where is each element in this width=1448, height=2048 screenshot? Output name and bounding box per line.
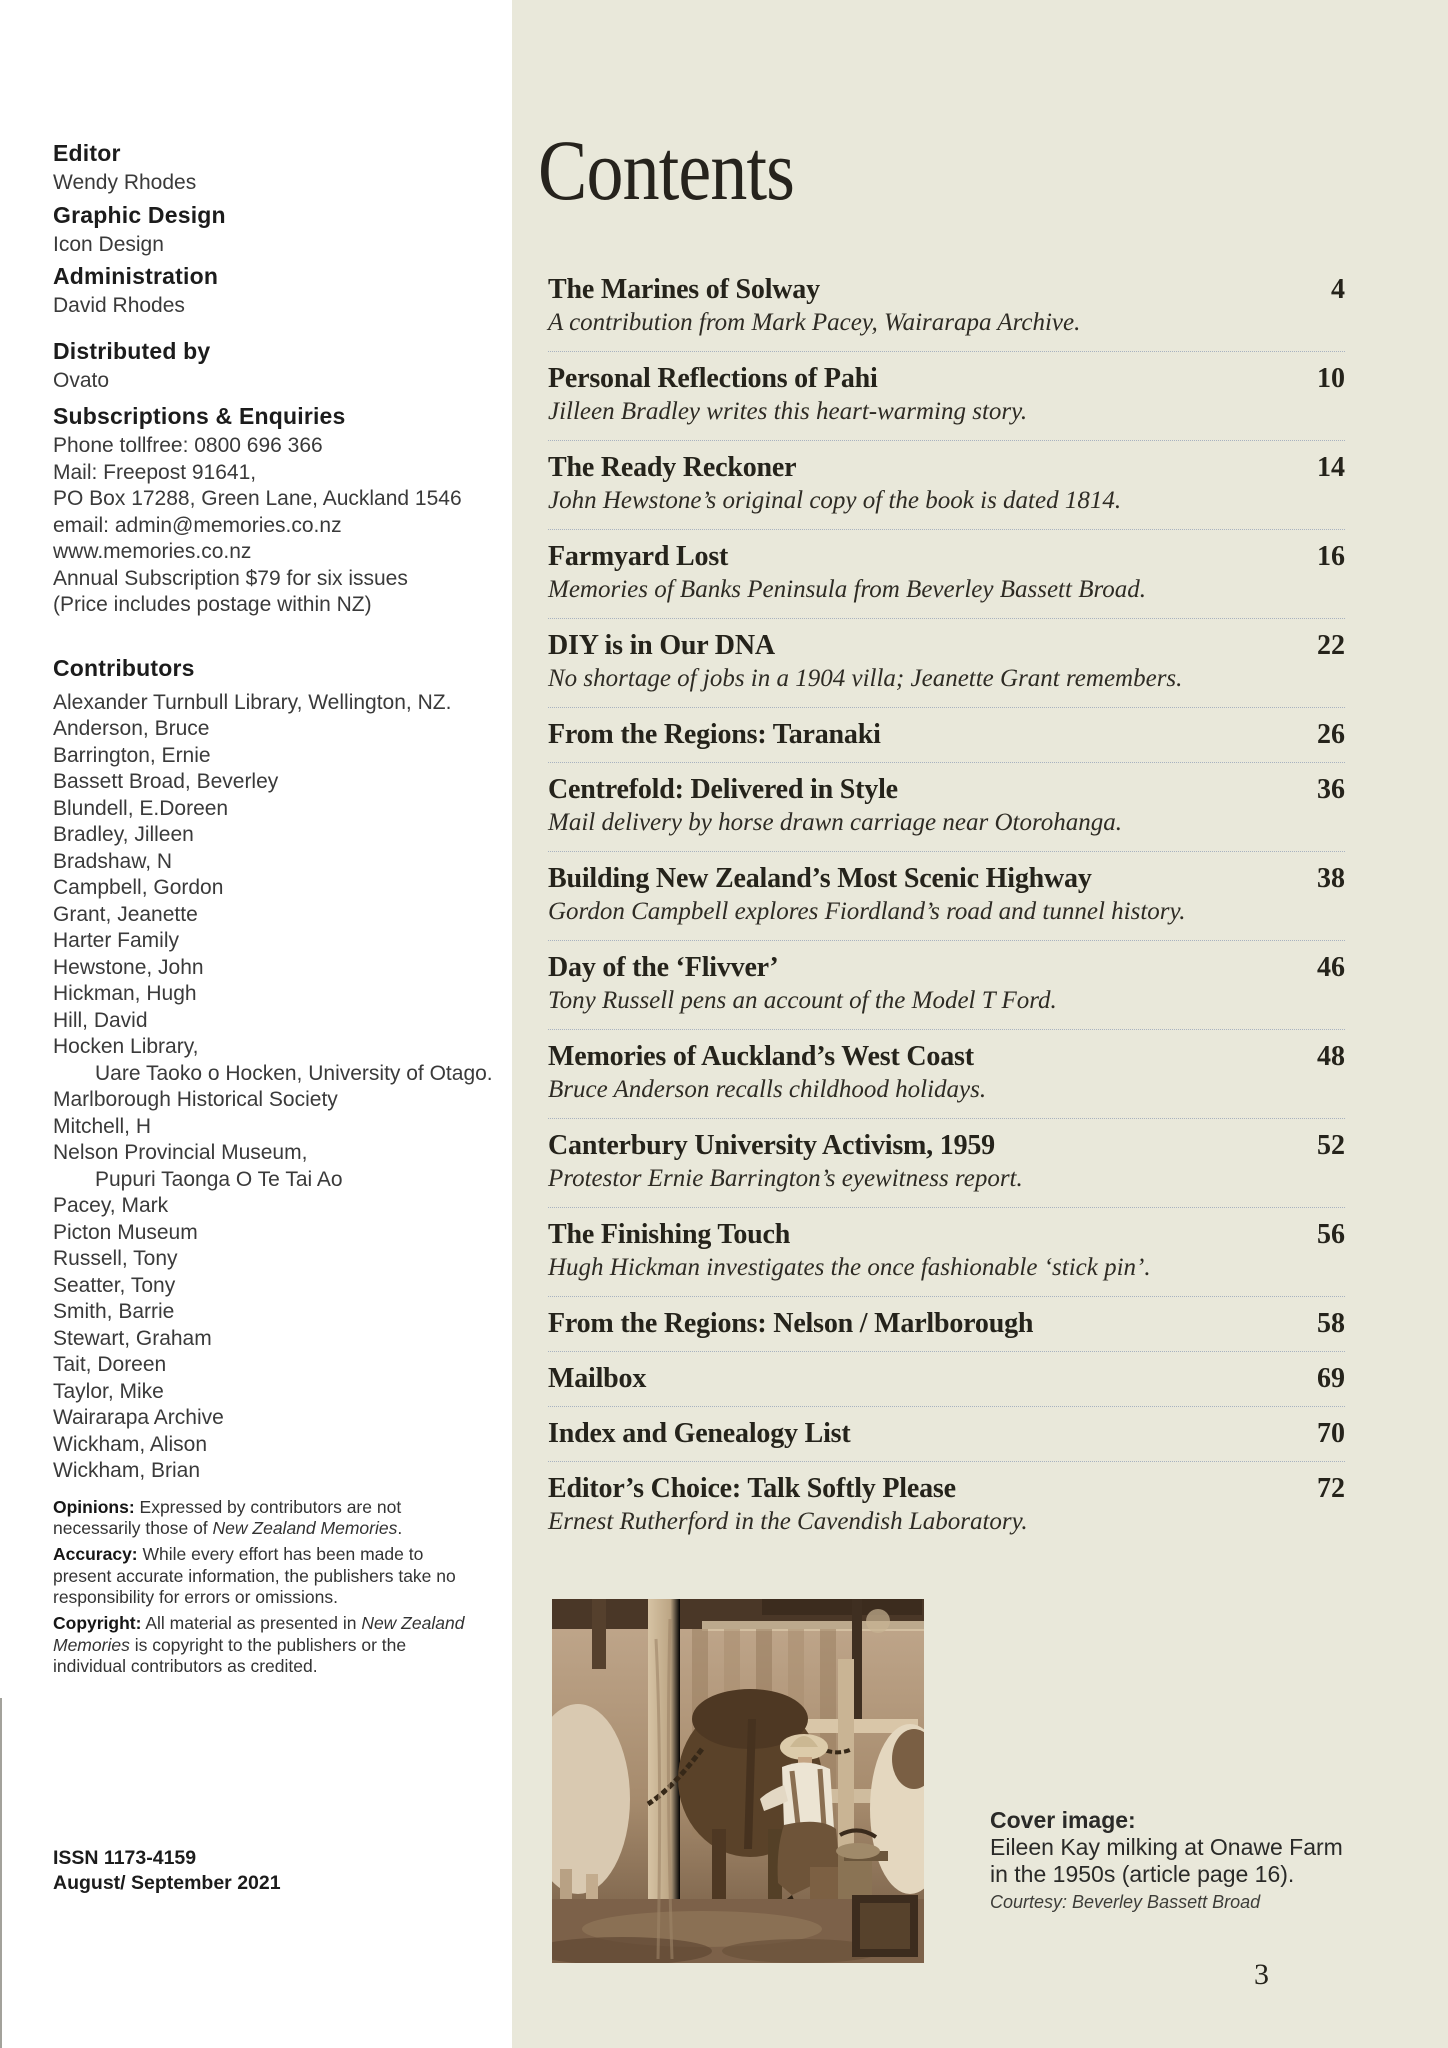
toc-entry-title: The Marines of Solway xyxy=(548,274,820,305)
toc-entry-title: Day of the ‘Flivver’ xyxy=(548,952,779,983)
toc-entry-page: 58 xyxy=(1317,1308,1345,1339)
sidebar-line: Pacey, Mark xyxy=(53,1194,169,1217)
sidebar-line: Nelson Provincial Museum, xyxy=(53,1141,308,1164)
cover-image-note xyxy=(990,1806,1380,1913)
sidebar-line: Tait, Doreen xyxy=(53,1353,167,1376)
page-number: 3 xyxy=(1254,1958,1269,1991)
sidebar-section-heading: Administration xyxy=(53,263,219,289)
notice-text: Expressed by contributors are not necessarily those of xyxy=(53,1496,402,1539)
toc-entry-page: 48 xyxy=(1317,1041,1345,1072)
toc-entry-subtitle: Protestor Ernie Barrington’s eyewitness report. xyxy=(548,1165,1023,1192)
sidebar-section-subscriptions-enquiries xyxy=(53,403,504,619)
toc-entry xyxy=(548,441,1345,530)
cover-image-caption-line1: Eileen Kay milking at Onawe Farm xyxy=(990,1834,1343,1860)
toc-entry xyxy=(548,619,1345,708)
toc-entry-page: 56 xyxy=(1317,1219,1345,1250)
toc-entry-page: 69 xyxy=(1317,1363,1345,1394)
toc-entry xyxy=(548,1407,1345,1462)
toc-entry-subtitle: Gordon Campbell explores Fiordland’s road and tunnel history. xyxy=(548,898,1186,925)
sidebar-line: (Price includes postage within NZ) xyxy=(53,593,372,616)
sidebar-line: Wairarapa Archive xyxy=(53,1406,224,1429)
toc-entry-subtitle: Bruce Anderson recalls childhood holidays. xyxy=(548,1076,987,1103)
sidebar-line: Mitchell, H xyxy=(53,1114,152,1138)
toc-entry xyxy=(548,1208,1345,1297)
toc-entry-page: 72 xyxy=(1317,1473,1345,1504)
toc-entry xyxy=(548,763,1345,852)
sidebar-section-heading: Editor xyxy=(53,140,121,166)
issn: ISSN 1173-4159 xyxy=(53,1847,197,1870)
toc-entry-subtitle: Memories of Banks Peninsula from Beverley Bassett Broad. xyxy=(548,576,1147,603)
scan-edge-artifact xyxy=(0,1698,2,2048)
sidebar-section-heading: Graphic Design xyxy=(53,201,226,228)
sidebar-line: Wickham, Brian xyxy=(53,1459,201,1482)
toc-entry-page: 10 xyxy=(1317,363,1345,394)
cover-image-caption-line2: in the 1950s (article page 16). xyxy=(990,1861,1295,1887)
sidebar-line: Harter Family xyxy=(53,929,180,952)
issue-info xyxy=(53,1846,504,1896)
toc-entry-subtitle: Tony Russell pens an account of the Model T Ford. xyxy=(548,987,1057,1014)
toc-entry xyxy=(548,1462,1345,1550)
toc-entry xyxy=(548,1119,1345,1208)
sidebar-line: Icon Design xyxy=(53,232,164,256)
toc-entry-subtitle: Hugh Hickman investigates the once fashionable ‘stick pin’. xyxy=(548,1254,1151,1281)
sidebar-line: Blundell, E.Doreen xyxy=(53,796,229,820)
toc-entry-row xyxy=(548,1217,1345,1252)
sidebar-line: Hocken Library, xyxy=(53,1035,199,1058)
notice-italic-text: New Zealand Memories xyxy=(53,1613,465,1655)
toc-entry-title: Building New Zealand’s Most Scenic Highway xyxy=(548,863,1092,894)
sidebar-line: Barrington, Ernie xyxy=(53,743,211,767)
sidebar-line: David Rhodes xyxy=(53,294,185,317)
toc-entry-page: 70 xyxy=(1317,1418,1345,1449)
toc-entry-title: DIY is in Our DNA xyxy=(548,630,775,661)
sidebar-line: Ovato xyxy=(53,368,110,392)
sidebar-line: Campbell, Gordon xyxy=(53,876,224,899)
notice-text: All material as presented in xyxy=(141,1613,362,1634)
masthead-notices xyxy=(53,1497,465,1679)
sidebar-line: Taylor, Mike xyxy=(53,1379,164,1403)
sidebar-line: Picton Museum xyxy=(53,1220,198,1244)
toc-entry-row xyxy=(548,1471,1345,1506)
sidebar-section-editor xyxy=(53,140,504,197)
toc-entry-page: 14 xyxy=(1317,452,1345,483)
cover-image-courtesy: Courtesy: Beverley Bassett Broad xyxy=(990,1892,1261,1912)
toc-entry-row xyxy=(548,361,1345,396)
toc-entry-title: Editor’s Choice: Talk Softly Please xyxy=(548,1473,956,1504)
toc-entry-title: Index and Genealogy List xyxy=(548,1418,851,1449)
sidebar-section-graphic-design xyxy=(53,202,504,259)
sidebar-section-heading: Subscriptions & Enquiries xyxy=(53,403,346,429)
toc-entry-subtitle: Ernest Rutherford in the Cavendish Laboratory. xyxy=(548,1508,1028,1535)
toc-entry-title: The Finishing Touch xyxy=(548,1219,791,1250)
masthead-notice xyxy=(53,1613,465,1678)
notice-italic-text: New Zealand Memories xyxy=(212,1518,398,1539)
notice-text: is copyright to the publishers or the individual contributors as credited. xyxy=(53,1634,407,1677)
masthead-sidebar xyxy=(0,0,512,2048)
notice-text: . xyxy=(397,1518,403,1539)
issue-date: August/ September 2021 xyxy=(53,1872,281,1895)
sidebar-line: Alexander Turnbull Library, Wellington, NZ. xyxy=(53,690,452,714)
toc-entry-row xyxy=(548,1416,1345,1451)
toc-entry-row xyxy=(548,950,1345,985)
toc-entry-title: Memories of Auckland’s West Coast xyxy=(548,1041,974,1072)
toc-entry-row xyxy=(548,1306,1345,1341)
sidebar-line: Bradley, Jilleen xyxy=(53,823,194,846)
toc-entry-row xyxy=(548,1128,1345,1163)
toc-entry-subtitle: A contribution from Mark Pacey, Wairarapa Archive. xyxy=(548,309,1081,336)
notice-label: Copyright: xyxy=(53,1613,142,1634)
sidebar-line: Pupuri Taonga O Te Tai Ao xyxy=(95,1167,343,1191)
sidebar-line: Bassett Broad, Beverley xyxy=(53,770,279,793)
toc-entry-subtitle: Mail delivery by horse drawn carriage near Otorohanga. xyxy=(548,809,1122,836)
toc-entry-page: 38 xyxy=(1317,863,1345,894)
sidebar-line: Smith, Barrie xyxy=(53,1300,175,1323)
masthead-notice xyxy=(53,1544,465,1609)
toc-entry xyxy=(548,1030,1345,1119)
sidebar-line: Anderson, Bruce xyxy=(53,717,210,740)
masthead-sections xyxy=(53,140,504,1485)
toc-entry-title: Mailbox xyxy=(548,1363,647,1394)
sidebar-line: Seatter, Tony xyxy=(53,1273,176,1297)
toc-entry-page: 26 xyxy=(1317,719,1345,750)
contents-title: Contents xyxy=(538,122,795,218)
toc-entry xyxy=(548,1297,1345,1352)
toc-entry-title: The Ready Reckoner xyxy=(548,452,797,483)
toc-entry xyxy=(548,352,1345,441)
sidebar-line: Stewart, Graham xyxy=(53,1326,212,1350)
toc-entry-title: Farmyard Lost xyxy=(548,541,729,572)
toc-entry-row xyxy=(548,450,1345,485)
sidebar-line: Phone tollfree: 0800 696 366 xyxy=(53,434,323,457)
sidebar-line: Wendy Rhodes xyxy=(53,171,197,194)
toc-entry-page: 22 xyxy=(1317,630,1345,661)
sidebar-section-heading: Contributors xyxy=(53,654,195,681)
sidebar-line: Mail: Freepost 91641, xyxy=(53,460,257,484)
toc-entry-page: 16 xyxy=(1317,541,1345,572)
cover-photo xyxy=(552,1599,924,1963)
table-of-contents xyxy=(548,263,1345,1550)
toc-entry-subtitle: John Hewstone’s original copy of the book is dated 1814. xyxy=(548,487,1122,514)
sidebar-line: www.memories.co.nz xyxy=(53,540,252,563)
toc-entry-page: 46 xyxy=(1317,952,1345,983)
toc-entry-title: From the Regions: Taranaki xyxy=(548,719,881,750)
toc-entry-title: Personal Reflections of Pahi xyxy=(548,363,878,394)
masthead-notice xyxy=(53,1497,465,1540)
toc-entry-row xyxy=(548,272,1345,307)
toc-entry xyxy=(548,1352,1345,1407)
sidebar-line: Hickman, Hugh xyxy=(53,982,197,1005)
toc-entry xyxy=(548,530,1345,619)
sidebar-section-heading: Distributed by xyxy=(53,337,211,364)
toc-entry-page: 52 xyxy=(1317,1130,1345,1161)
toc-entry xyxy=(548,708,1345,763)
toc-entry-row xyxy=(548,628,1345,663)
toc-entry-subtitle: Jilleen Bradley writes this heart-warming story. xyxy=(548,398,1028,425)
toc-entry-row xyxy=(548,1039,1345,1074)
sidebar-line: PO Box 17288, Green Lane, Auckland 1546 xyxy=(53,487,462,510)
sidebar-line: Hill, David xyxy=(53,1008,148,1032)
toc-entry xyxy=(548,263,1345,352)
notice-label: Opinions: xyxy=(53,1496,135,1517)
toc-entry-row xyxy=(548,717,1345,752)
sidebar-line: Marlborough Historical Society xyxy=(53,1088,338,1111)
toc-entry-row xyxy=(548,539,1345,574)
cover-image-label: Cover image: xyxy=(990,1807,1136,1833)
toc-entry xyxy=(548,941,1345,1030)
toc-entry-title: From the Regions: Nelson / Marlborough xyxy=(548,1308,1034,1339)
toc-entry-row xyxy=(548,1361,1345,1396)
sidebar-line: Russell, Tony xyxy=(53,1247,178,1270)
toc-entry xyxy=(548,852,1345,941)
sidebar-line: Hewstone, John xyxy=(53,955,204,979)
toc-entry-page: 36 xyxy=(1317,774,1345,805)
toc-entry-row xyxy=(548,861,1345,896)
toc-entry-title: Canterbury University Activism, 1959 xyxy=(548,1130,995,1161)
notice-text: While every effort has been made to present accurate information, the publishers take no responsibility for errors or omissions. xyxy=(53,1543,456,1608)
sidebar-section-contributors xyxy=(53,655,504,1485)
sidebar-line: Annual Subscription $79 for six issues xyxy=(53,566,408,590)
sidebar-line: Bradshaw, N xyxy=(53,849,173,873)
sidebar-line: Uare Taoko o Hocken, University of Otago. xyxy=(95,1061,493,1085)
sidebar-line: Grant, Jeanette xyxy=(53,902,198,926)
toc-entry-subtitle: No shortage of jobs in a 1904 villa; Jeanette Grant remembers. xyxy=(548,665,1183,692)
sidebar-line: Wickham, Alison xyxy=(53,1432,208,1456)
sidebar-line: email: admin@memories.co.nz xyxy=(53,513,342,537)
sidebar-section-distributed-by xyxy=(53,338,504,395)
sidebar-section-administration xyxy=(53,263,504,320)
toc-entry-title: Centrefold: Delivered in Style xyxy=(548,774,898,805)
contents-panel xyxy=(512,0,1448,2048)
toc-entry-row xyxy=(548,772,1345,807)
toc-entry-page: 4 xyxy=(1331,274,1345,305)
notice-label: Accuracy: xyxy=(53,1543,138,1564)
